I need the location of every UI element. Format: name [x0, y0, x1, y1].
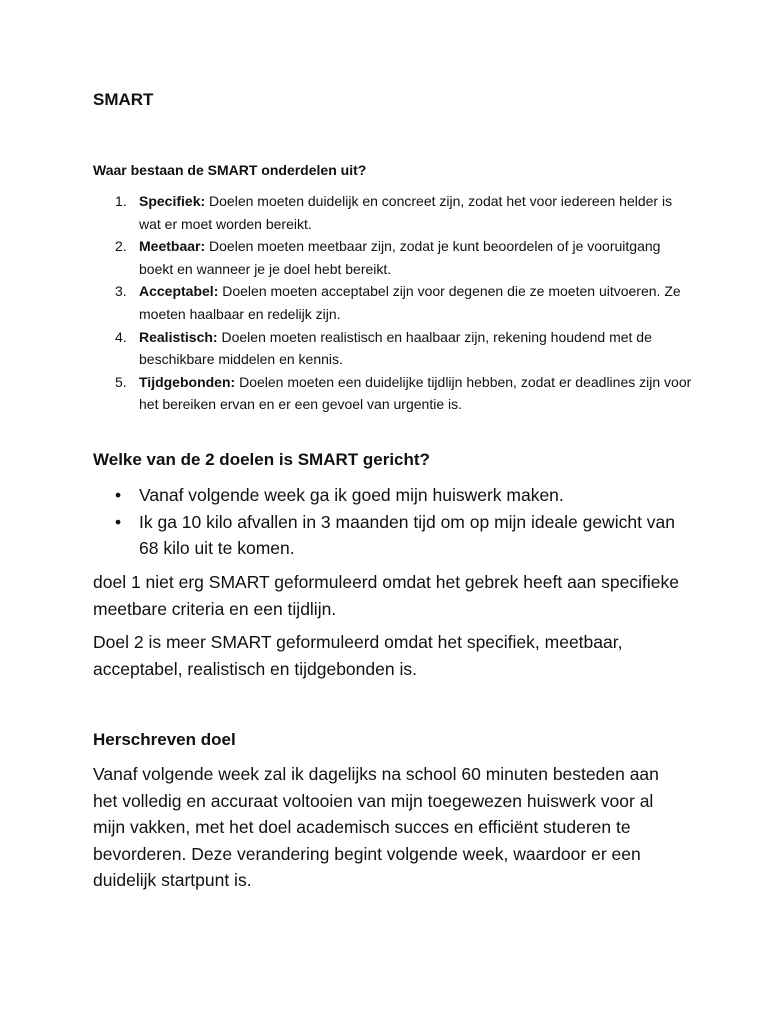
list-item-term: Specifiek:	[139, 193, 206, 209]
rewritten-goal-text: Vanaf volgende week zal ik dagelijks na school 60 minuten besteden aan het volledig en accuraat voltooien van mijn toegewezen huiswerk voor al mijn vakken, met het doel academisch succes en efficiënt studeren te bevorderen. Deze verandering begint volgende week, waardoor er een duidelijk startpunt is.	[93, 764, 659, 890]
list-item-term: Realistisch:	[139, 328, 218, 345]
list-item	[93, 371, 693, 416]
list-item-number: 4.	[115, 328, 127, 345]
list-item-text: Doelen moeten duidelijk en concreet zijn, zodat het voor iedereen helder is wat er moet worden bereikt.	[139, 193, 673, 232]
list-item	[93, 235, 693, 280]
list-item-number: 1.	[115, 193, 127, 209]
list-item-term: Tijdgebonden:	[139, 373, 236, 390]
list-item-text: Doelen moeten meetbaar zijn, zodat je kunt beoordelen of je vooruitgang boekt en wanneer je je doel hebt bereikt.	[139, 238, 661, 277]
goals-list	[93, 482, 693, 562]
list-item-term: Acceptabel:	[139, 283, 219, 300]
bullet-icon: •	[115, 485, 122, 505]
list-item	[93, 190, 693, 235]
list-item-text: Vanaf volgende week ga ik goed mijn huiswerk maken.	[139, 485, 564, 505]
list-item	[93, 326, 693, 371]
document-title: SMART	[93, 90, 154, 109]
answer-goal-2: Doel 2 is meer SMART geformuleerd omdat het specifiek, meetbaar, acceptabel, realistisch en tijdgebonden is.	[93, 632, 623, 679]
list-item-text: Doelen moeten acceptabel zijn voor degenen die ze moeten uitvoeren. Ze moeten haalbaar en redelijk zijn.	[139, 283, 681, 322]
list-item-term: Meetbaar:	[139, 238, 206, 255]
list-item-number: 3.	[115, 283, 127, 300]
list-item-text: Doelen moeten realistisch en haalbaar zijn, rekening houdend met de beschikbare middelen en kennis.	[139, 328, 652, 368]
list-item-number: 2.	[115, 238, 127, 255]
smart-parts-list	[93, 190, 693, 416]
list-item-text: Ik ga 10 kilo afvallen in 3 maanden tijd om op mijn ideale gewicht van 68 kilo uit te komen.	[139, 511, 676, 558]
list-item-number: 5.	[115, 373, 127, 390]
question-smart-parts: Waar bestaan de SMART onderdelen uit?	[93, 162, 367, 178]
list-item-text: Doelen moeten een duidelijke tijdlijn hebben, zodat er deadlines zijn voor het bereiken ervan en er een gevoel van urgentie is.	[139, 373, 692, 413]
answer-goal-1: doel 1 niet erg SMART geformuleerd omdat het gebrek heeft aan specifieke meetbare criteria en een tijdlijn.	[93, 572, 679, 619]
list-item	[93, 482, 693, 509]
list-item	[93, 280, 693, 325]
bullet-icon: •	[115, 511, 122, 532]
rewritten-goal-heading: Herschreven doel	[93, 730, 236, 749]
list-item	[93, 509, 693, 562]
question-smart-goals: Welke van de 2 doelen is SMART gericht?	[93, 450, 430, 469]
